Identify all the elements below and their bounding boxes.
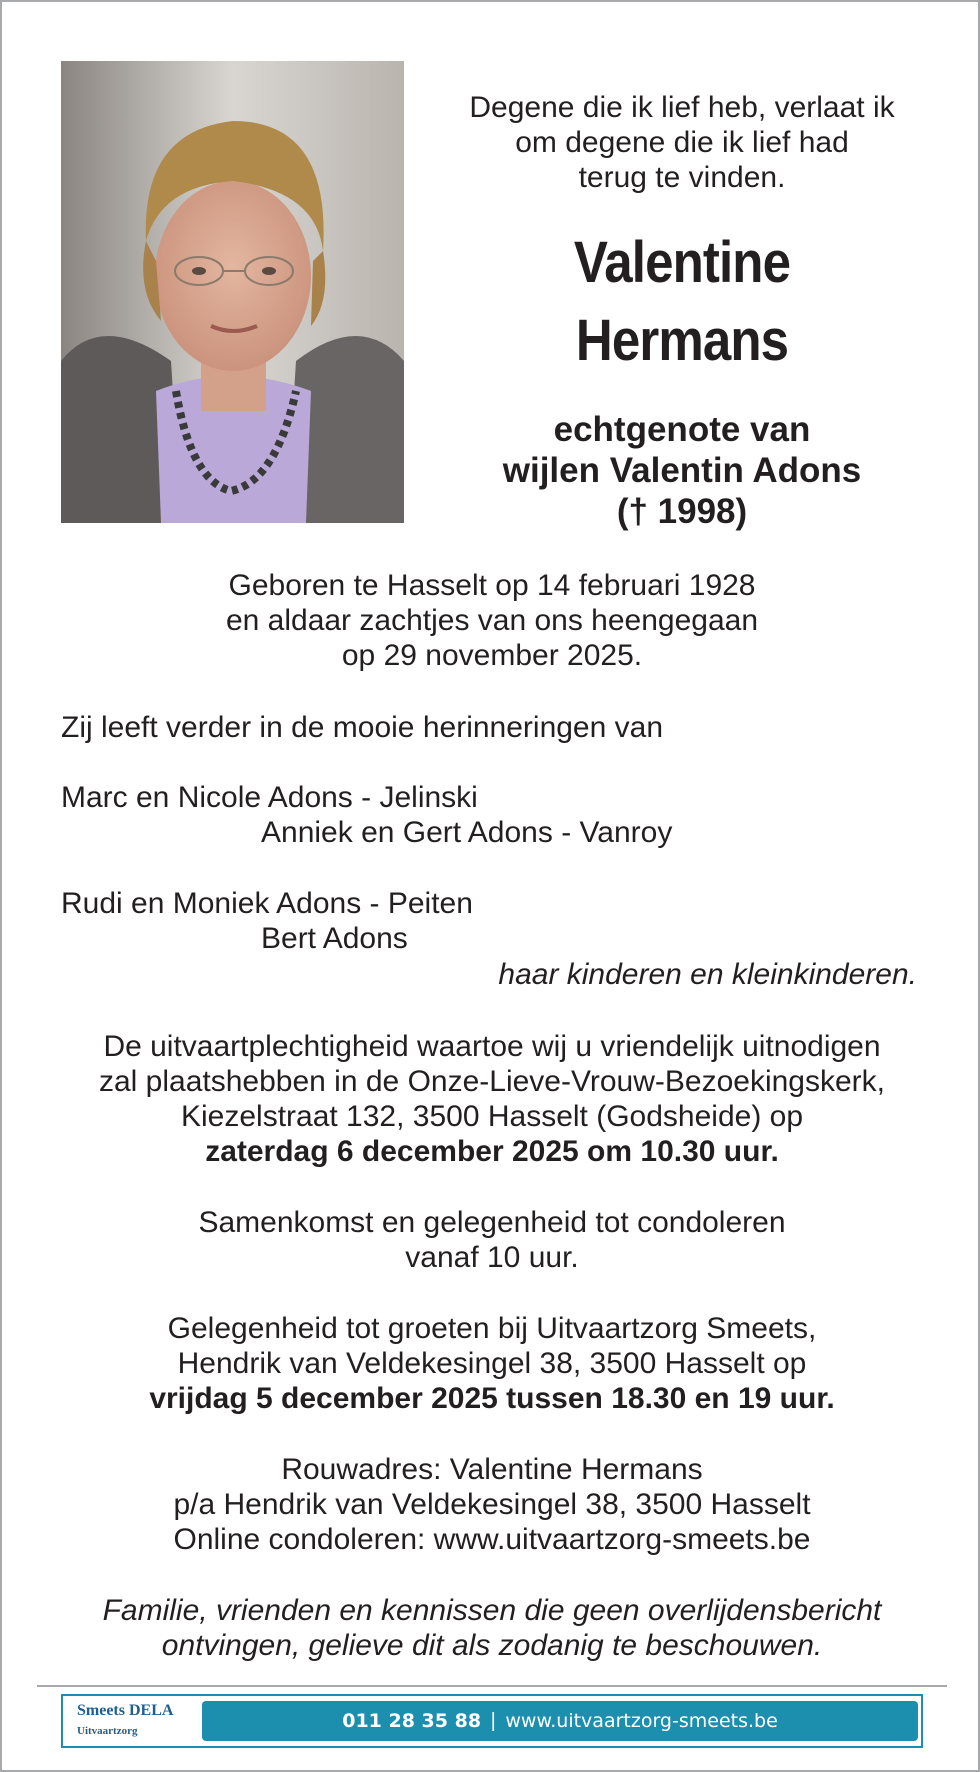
address-line: Rouwadres: Valentine Hermans	[281, 1453, 703, 1486]
gathering-info	[2, 1205, 980, 1275]
deceased-name	[462, 224, 902, 380]
company-logo	[77, 1702, 173, 1738]
spouse-line: wijlen Valentin Adons	[502, 451, 862, 490]
separator: |	[490, 1710, 496, 1732]
family-closing: haar kinderen en kleinkinderen.	[498, 958, 917, 991]
spouse-line: († 1998)	[616, 492, 748, 531]
portrait-photo	[61, 61, 404, 523]
website-link[interactable]: www.uitvaartzorg-smeets.be	[505, 1710, 778, 1732]
logo-sub-text: Uitvaartzorg	[77, 1725, 138, 1737]
first-name: Valentine	[573, 230, 791, 295]
ceremony-date: zaterdag 6 december 2025 om 10.30 uur.	[205, 1135, 779, 1168]
greeting-info	[2, 1311, 980, 1416]
family-line: Marc en Nicole Adons - Jelinski	[61, 781, 478, 814]
last-name: Hermans	[575, 308, 789, 373]
birth-line: en aldaar zachtjes van ons heengegaan	[225, 604, 759, 637]
quote-line: om degene die ik lief had	[515, 126, 849, 159]
family-line: Bert Adons	[261, 922, 408, 955]
notice-line: ontvingen, gelieve dit als zodanig te beschouwen.	[161, 1629, 823, 1662]
logo-main-text: Smeets DELA	[77, 1702, 174, 1719]
ceremony-info	[2, 1029, 980, 1169]
address-line: Online condoleren: www.uitvaartzorg-smeets.be	[173, 1523, 811, 1556]
gathering-line: Samenkomst en gelegenheid tot condoleren	[198, 1206, 786, 1239]
greeting-date: vrijdag 5 december 2025 tussen 18.30 en 19 uur.	[149, 1382, 835, 1415]
gathering-line: vanaf 10 uur.	[405, 1241, 579, 1274]
address-line: p/a Hendrik van Veldekesingel 38, 3500 Hasselt	[173, 1488, 811, 1521]
notice	[2, 1593, 980, 1663]
greeting-line: Gelegenheid tot groeten bij Uitvaartzorg Smeets,	[167, 1312, 817, 1345]
divider	[37, 1685, 947, 1687]
birth-line: Geboren te Hasselt op 14 februari 1928	[228, 569, 756, 602]
quote-line: Degene die ik lief heb, verlaat ik	[469, 91, 895, 124]
memories-intro: Zij leeft verder in de mooie herinneringen van	[61, 711, 664, 744]
phone-number[interactable]: 011 28 35 88	[342, 1710, 482, 1732]
spouse-info	[432, 409, 932, 532]
quote-line: terug te vinden.	[578, 161, 786, 194]
family-line: Anniek en Gert Adons - Vanroy	[261, 816, 673, 849]
greeting-line: Hendrik van Veldekesingel 38, 3500 Hasselt op	[177, 1347, 807, 1380]
mourning-address	[2, 1452, 980, 1557]
spouse-line: echtgenote van	[553, 410, 811, 449]
footer-banner	[61, 1694, 923, 1748]
contact-bar	[202, 1701, 918, 1741]
birth-line: op 29 november 2025.	[341, 639, 643, 672]
birth-death-info	[2, 568, 980, 673]
ceremony-line: Kiezelstraat 132, 3500 Hasselt (Godsheide) op	[180, 1100, 804, 1133]
quote	[432, 90, 932, 195]
family-line: Rudi en Moniek Adons - Peiten	[61, 887, 473, 920]
ceremony-line: De uitvaartplechtigheid waartoe wij u vriendelijk uitnodigen	[103, 1030, 881, 1063]
ceremony-line: zal plaatshebben in de Onze-Lieve-Vrouw-Bezoekingskerk,	[99, 1065, 885, 1098]
notice-line: Familie, vrienden en kennissen die geen overlijdensbericht	[102, 1594, 882, 1627]
